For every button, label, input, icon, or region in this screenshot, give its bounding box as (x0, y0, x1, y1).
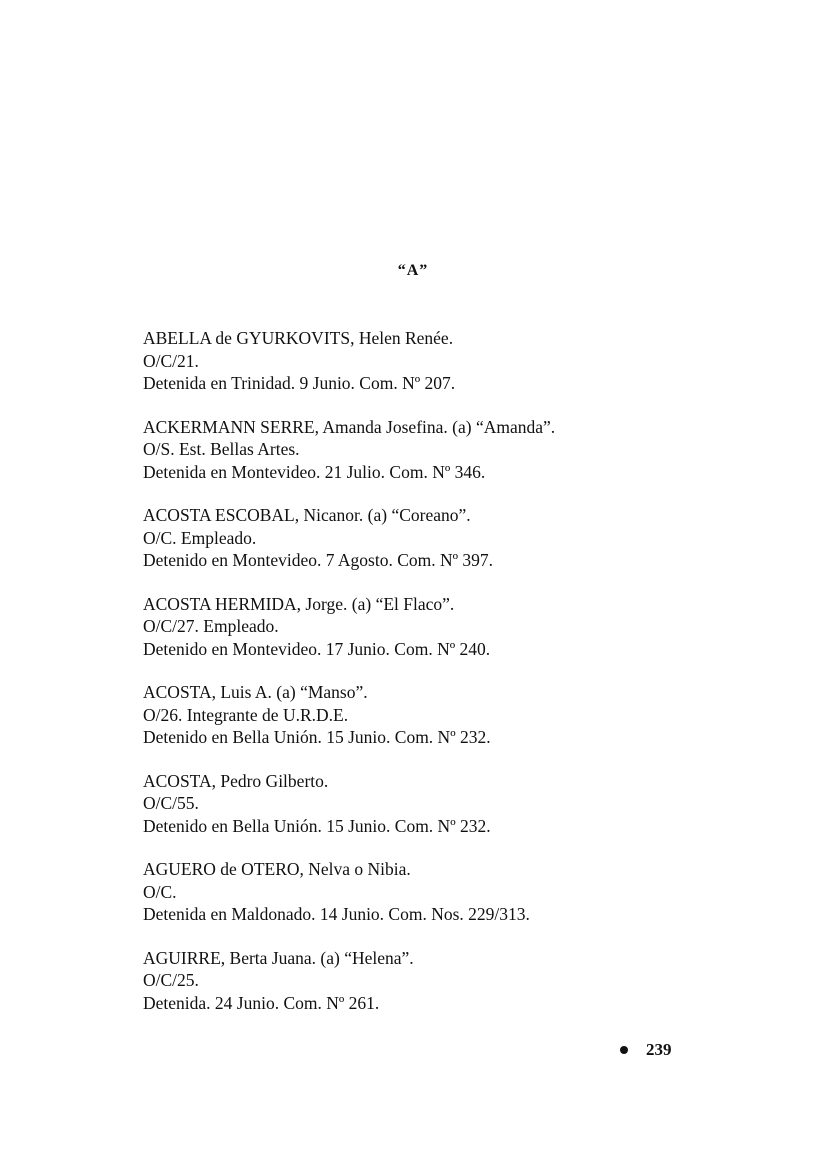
entry-name: ACKERMANN SERRE, Amanda Josefina. (a) “Amanda”. (143, 416, 556, 437)
list-item (143, 681, 703, 749)
entry-name: ACOSTA ESCOBAL, Nicanor. (a) “Coreano”. (143, 505, 471, 525)
entry-status: Detenida en Montevideo. 21 Julio. Com. Nº 346. (143, 461, 486, 482)
entry-details: O/26. Integrante de U.R.D.E. (143, 704, 349, 725)
entry-name: ACOSTA HERMIDA, Jorge. (a) “El Flaco”. (143, 593, 455, 614)
section-heading: “A” (397, 262, 429, 279)
page-footer (620, 1040, 690, 1060)
list-item (143, 327, 703, 395)
bullet-icon (620, 1046, 628, 1054)
entry-details: O/C/27. Empleado. (143, 616, 279, 636)
entry-name: AGUERO de OTERO, Nelva o Nibia. (143, 859, 411, 879)
list-item (143, 593, 703, 661)
entry-name: AGUIRRE, Berta Juana. (a) “Helena”. (143, 947, 414, 968)
entry-name: ACOSTA, Luis A. (a) “Manso”. (143, 682, 368, 702)
entry-status: Detenida en Trinidad. 9 Junio. Com. Nº 207. (143, 373, 456, 393)
list-item (143, 504, 703, 572)
list-item (143, 416, 703, 484)
list-item (143, 770, 703, 838)
entry-name: ABELLA de GYURKOVITS, Helen Renée. (143, 328, 454, 348)
entry-name: ACOSTA, Pedro Gilberto. (143, 770, 329, 791)
entry-list (143, 327, 703, 1035)
entry-details: O/C. Empleado. (143, 527, 257, 548)
page-number: 239 (646, 1040, 672, 1059)
entry-details: O/C. (143, 881, 177, 902)
entry-details: O/C/55. (143, 793, 199, 813)
entry-details: O/C/21. (143, 350, 199, 371)
entry-status: Detenida en Maldonado. 14 Junio. Com. Nos. 229/313. (143, 904, 530, 924)
entry-status: Detenido en Bella Unión. 15 Junio. Com. Nº 232. (143, 815, 491, 836)
list-item (143, 947, 703, 1015)
entry-details: O/S. Est. Bellas Artes. (143, 439, 300, 459)
entry-status: Detenido en Bella Unión. 15 Junio. Com. Nº 232. (143, 727, 491, 747)
list-item (143, 858, 703, 926)
entry-status: Detenido en Montevideo. 7 Agosto. Com. Nº 397. (143, 550, 494, 570)
entry-status: Detenida. 24 Junio. Com. Nº 261. (143, 992, 380, 1013)
entry-status: Detenido en Montevideo. 17 Junio. Com. Nº 240. (143, 638, 491, 659)
entry-details: O/C/25. (143, 970, 199, 990)
